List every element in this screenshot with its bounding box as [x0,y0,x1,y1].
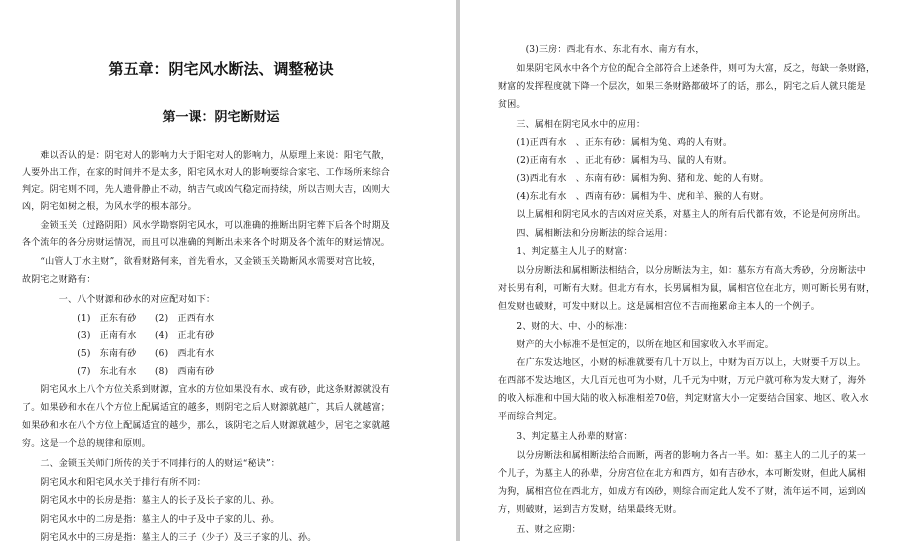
text-line: 阴宅风水中的三房是指：墓主人的三子（少子）及三子家的儿、孙。 [22,533,317,541]
text-line: 阴宅风水和阳宅风水关于排行有所不同： [22,478,207,488]
text-line: 三、属相在阴宅风水中的应用： [498,120,646,130]
text-line: 凶，阴宅如树之根，为风水学的根本部分。 [22,202,197,212]
text-line: (4)东北有水 、西南有砂：属相为牛、虎和羊、猴的人有财。 [498,192,769,202]
text-line: 财产的大小标准不是恒定的，以所在地区和国家收入水平而定。 [498,340,775,350]
document-page-left [0,0,456,541]
text-line: 阴宅风水中的长房是指：墓主人的长子及长子家的儿、孙。 [22,496,280,506]
text-line: 二、金锁玉关师门所传的关于不同排行的人的财运“秘诀”： [22,459,281,469]
text-line: 一、八个财源和砂水的对应配对如下： [22,295,216,305]
text-line: 在广东发达地区，小财的标准就要有几十万以上，中财为百万以上，大财要千万以上。 [498,358,867,368]
text-line: (5) 东南有砂 (6) 西北有水 [22,349,215,359]
text-line: 方，则破财，运到吉方发财，结果最终无财。 [498,505,683,515]
text-line: 但发财也破财，可发中财以上。这是属相宫位不吉而拖累命主本人的一个例子。 [498,302,821,312]
text-line: 阴宅风水中的二房是指：墓主人的中子及中子家的儿、孙。 [22,515,280,525]
text-line: 难以否认的是：阴宅对人的影响力大于阳宅对人的影响力，从原理上来说：阳宅气散， [22,151,391,161]
text-line: 3、判定墓主人孙辈的财富： [498,432,633,442]
text-line: 如果砂和水在八个方位上配属适宜的越少，那么，该阴宅之后人财源就越少，居宅之家就越 [22,421,391,431]
text-line: (7) 东北有水 (8) 西南有砂 [22,367,215,377]
text-line: 以上属相和阴宅风水的吉凶对应关系，对墓主人的所有后代都有效，不论是何房所出。 [498,210,867,220]
text-line: (2)正南有水 、正北有砂：属相为马、鼠的人有财。 [498,156,733,166]
text-line: 金锁玉关（过路阴阳）风水学勘察阴宅风水，可以准确的推断出阴宅葬下后各个时期及 [22,221,391,231]
text-line: 1、判定墓主人儿子的财富： [498,247,633,257]
text-line: (1) 正东有砂 (2) 正西有水 [22,314,215,324]
text-line: 四、属相断法和分房断法的综合运用： [498,229,673,239]
text-line: 了。如果砂和水在八个方位上配属适宜的越多，则阴宅之后人财源就越广，其后人就越富； [22,403,391,413]
text-line: (1)正西有水 、正东有砂：属相为兔、鸡的人有财。 [498,138,733,148]
lesson-title: 第一课：阴宅断财运 [162,110,280,125]
text-line: (3) 正南有水 (4) 正北有砂 [22,331,215,341]
text-line: 五、财之应期： [498,525,581,535]
text-line: 在西部不发达地区，大几百元也可为小财，几千元为中财，万元户就可称为发大财了，海外 [498,376,867,386]
text-line: 财富的发挥程度就下降一个层次，如果三条财路都破坏了的话，那么，阴宅之后人就只能是 [498,82,867,92]
chapter-title: 第五章：阴宅风水断法、调整秘诀 [108,60,334,78]
text-line: 个儿子，为墓主人的孙辈，分房宫位在北方和西方，如有吉砂水，本可断发财，但此人属相 [498,469,867,479]
text-line: 平而综合判定。 [498,412,563,422]
text-line: 2、财的大、中、小的标准： [498,322,633,332]
text-line: 人要外出工作，在家的时间并不是太多，阳宅风水对人的影响要综合家宅、工作场所来综合 [22,168,391,178]
text-line: 以分房断法和属相断法给合而断，两者的影响力各占一半。如：墓主人的二儿子的某一 [498,451,867,461]
text-line: (3)西北有水 、东南有砂：属相为狗、猪和龙、蛇的人有财。 [498,174,769,184]
text-line: 为狗，属相宫位在西北方，如成方有凶砂，则综合而定此人发不了财，流年运不同，运到凶 [498,487,867,497]
text-line: 如果阴宅风水中各个方位的配合全部符合上述条件，则可为大富，反之，每缺一条财路， [498,64,876,74]
text-line: 贫困。 [498,100,526,110]
text-line: (3)三房：西北有水、东北有水、南方有水， [498,45,705,55]
text-line: 以分房断法和属相断法相结合，以分房断法为主，如：墓东方有高大秀砂，分房断法中 [498,266,867,276]
text-line: 各个流年的各分房财运情况，而且可以准确的判断出未来各个时期及各个流年的财运情况。 [22,238,391,248]
text-line: 穷。这是一个总的规律和原则。 [22,439,151,449]
text-line: “山管人丁水主财”，欲看财路何来，首先看水，又金锁玉关勘断风水需要对宫比较， [22,257,382,267]
text-line: 的收入标准和中国大陆的收入标准相差70倍，判定财富大小一定要结合国家、地区、收入水 [498,394,869,404]
document-page-right [460,0,916,541]
text-line: 故阴宅之财路有： [22,275,96,285]
text-line: 对长男有利，可断有大财。但北方有水，长男属相为鼠，属相宫位在北方，则可断长男有财， [498,284,876,294]
text-line: 阴宅风水上八个方位关系到财源，宜水的方位如果没有水、或有砂，此这条财源就没有 [22,385,391,395]
text-line: 判定。阴宅则不同，先人遗骨静止不动，纳吉气或凶气稳定而持续，所以吉则大吉，凶则大 [22,185,391,195]
